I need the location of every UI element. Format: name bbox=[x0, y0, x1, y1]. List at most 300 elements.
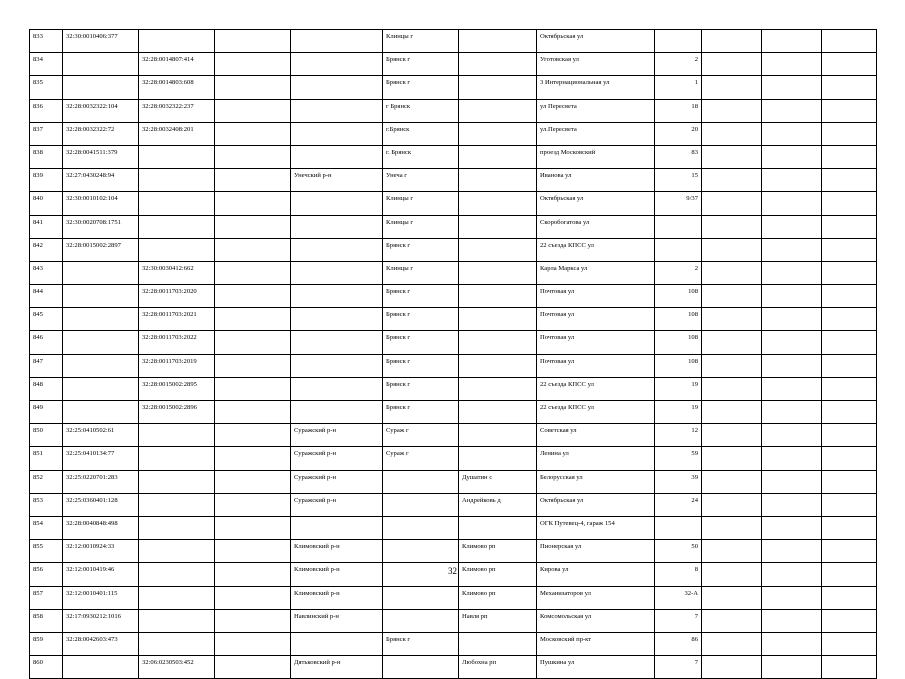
cadastral-number-alt-cell: 32:28:0011703:2022 bbox=[139, 331, 215, 354]
cadastral-number-cell: 32:28:0041511:379 bbox=[63, 145, 139, 168]
cadastral-number-cell: 32:12:0010419:46 bbox=[63, 563, 139, 586]
house-number-cell bbox=[655, 30, 702, 53]
row-number: 847 bbox=[30, 354, 63, 377]
row-number: 853 bbox=[30, 493, 63, 516]
empty-cell bbox=[762, 632, 822, 655]
settlement-cell bbox=[459, 261, 537, 284]
table-row bbox=[30, 609, 877, 632]
city-cell bbox=[383, 540, 459, 563]
empty-cell bbox=[762, 169, 822, 192]
street-cell: Комсомольская ул bbox=[537, 609, 655, 632]
row-number: 851 bbox=[30, 447, 63, 470]
row-number: 846 bbox=[30, 331, 63, 354]
row-number: 856 bbox=[30, 563, 63, 586]
page-number: 32 bbox=[448, 566, 457, 576]
settlement-cell: Климово рп bbox=[459, 540, 537, 563]
row-number: 837 bbox=[30, 122, 63, 145]
district-cell bbox=[291, 331, 383, 354]
empty-cell bbox=[822, 238, 877, 261]
table-row bbox=[30, 377, 877, 400]
cadastral-number-cell bbox=[63, 76, 139, 99]
empty-cell bbox=[215, 169, 291, 192]
empty-cell bbox=[702, 145, 762, 168]
empty-cell bbox=[822, 424, 877, 447]
cadastral-number-alt-cell: 32:06:0230503:452 bbox=[139, 656, 215, 679]
city-cell bbox=[383, 470, 459, 493]
district-cell bbox=[291, 401, 383, 424]
street-cell: Пушкина ул bbox=[537, 656, 655, 679]
cadastral-number-alt-cell bbox=[139, 215, 215, 238]
house-number-cell: 19 bbox=[655, 377, 702, 400]
city-cell: Клинцы г bbox=[383, 30, 459, 53]
table-row bbox=[30, 331, 877, 354]
house-number-cell: 39 bbox=[655, 470, 702, 493]
city-cell: Брянск г bbox=[383, 285, 459, 308]
street-cell: Уготовская ул bbox=[537, 53, 655, 76]
street-cell: Почтовая ул bbox=[537, 285, 655, 308]
empty-cell bbox=[762, 424, 822, 447]
empty-cell bbox=[702, 99, 762, 122]
street-cell: ОГК Путевец-4, гараж 154 bbox=[537, 516, 655, 539]
empty-cell bbox=[762, 76, 822, 99]
house-number-cell: 15 bbox=[655, 169, 702, 192]
district-cell bbox=[291, 238, 383, 261]
empty-cell bbox=[822, 122, 877, 145]
cadastral-number-alt-cell bbox=[139, 609, 215, 632]
city-cell: Брянск г bbox=[383, 238, 459, 261]
empty-cell bbox=[215, 401, 291, 424]
street-cell: Октябрьская ул bbox=[537, 30, 655, 53]
table-row bbox=[30, 238, 877, 261]
row-number: 849 bbox=[30, 401, 63, 424]
settlement-cell bbox=[459, 424, 537, 447]
settlement-cell bbox=[459, 238, 537, 261]
house-number-cell: 9/37 bbox=[655, 192, 702, 215]
empty-cell bbox=[702, 192, 762, 215]
empty-cell bbox=[822, 169, 877, 192]
cadastral-number-cell bbox=[63, 308, 139, 331]
table-row bbox=[30, 169, 877, 192]
empty-cell bbox=[702, 308, 762, 331]
row-number: 833 bbox=[30, 30, 63, 53]
cadastral-number-alt-cell bbox=[139, 169, 215, 192]
empty-cell bbox=[762, 192, 822, 215]
district-cell bbox=[291, 99, 383, 122]
settlement-cell bbox=[459, 447, 537, 470]
row-number: 858 bbox=[30, 609, 63, 632]
house-number-cell: 83 bbox=[655, 145, 702, 168]
street-cell: 22 съезда КПСС ул bbox=[537, 377, 655, 400]
empty-cell bbox=[822, 192, 877, 215]
table-row bbox=[30, 493, 877, 516]
cadastral-number-cell: 32:17:0930212:1016 bbox=[63, 609, 139, 632]
cadastral-number-cell bbox=[63, 285, 139, 308]
settlement-cell: Навля рп bbox=[459, 609, 537, 632]
house-number-cell: 2 bbox=[655, 261, 702, 284]
city-cell: Брянск г bbox=[383, 308, 459, 331]
house-number-cell: 24 bbox=[655, 493, 702, 516]
street-cell: проезд Московский bbox=[537, 145, 655, 168]
table-row bbox=[30, 53, 877, 76]
district-cell bbox=[291, 76, 383, 99]
district-cell: Климовский р-н bbox=[291, 540, 383, 563]
house-number-cell: 86 bbox=[655, 632, 702, 655]
empty-cell bbox=[762, 53, 822, 76]
cadastral-number-cell: 32:25:0410502:61 bbox=[63, 424, 139, 447]
empty-cell bbox=[762, 586, 822, 609]
cadastral-number-cell bbox=[63, 656, 139, 679]
district-cell: Суражский р-н bbox=[291, 493, 383, 516]
settlement-cell bbox=[459, 169, 537, 192]
house-number-cell: 18 bbox=[655, 99, 702, 122]
city-cell: г Брянск bbox=[383, 99, 459, 122]
district-cell bbox=[291, 308, 383, 331]
row-number: 857 bbox=[30, 586, 63, 609]
city-cell: г.Брянск bbox=[383, 122, 459, 145]
empty-cell bbox=[762, 308, 822, 331]
empty-cell bbox=[762, 377, 822, 400]
cadastral-number-cell: 32:12:0010924:33 bbox=[63, 540, 139, 563]
cadastral-number-cell: 32:30:0010102:104 bbox=[63, 192, 139, 215]
empty-cell bbox=[822, 609, 877, 632]
district-cell bbox=[291, 192, 383, 215]
cadastral-number-cell: 32:30:0010406:377 bbox=[63, 30, 139, 53]
cadastral-number-alt-cell bbox=[139, 470, 215, 493]
settlement-cell bbox=[459, 401, 537, 424]
row-number: 860 bbox=[30, 656, 63, 679]
district-cell bbox=[291, 215, 383, 238]
table-row bbox=[30, 76, 877, 99]
empty-cell bbox=[702, 401, 762, 424]
empty-cell bbox=[215, 308, 291, 331]
cadastral-number-cell: 32:28:0032322:104 bbox=[63, 99, 139, 122]
cadastral-number-cell: 32:28:0032322:72 bbox=[63, 122, 139, 145]
row-number: 840 bbox=[30, 192, 63, 215]
row-number: 838 bbox=[30, 145, 63, 168]
empty-cell bbox=[702, 76, 762, 99]
street-cell: ул.Пересвета bbox=[537, 122, 655, 145]
district-cell: Дятьковский р-н bbox=[291, 656, 383, 679]
table-row bbox=[30, 632, 877, 655]
settlement-cell: Любохна рп bbox=[459, 656, 537, 679]
empty-cell bbox=[215, 215, 291, 238]
street-cell: Карла Маркса ул bbox=[537, 261, 655, 284]
cadastral-number-alt-cell: 32:28:0011703:2020 bbox=[139, 285, 215, 308]
empty-cell bbox=[822, 493, 877, 516]
row-number: 855 bbox=[30, 540, 63, 563]
settlement-cell bbox=[459, 285, 537, 308]
empty-cell bbox=[702, 331, 762, 354]
street-cell: 22 съезда КПСС ул bbox=[537, 401, 655, 424]
settlement-cell bbox=[459, 377, 537, 400]
settlement-cell bbox=[459, 30, 537, 53]
cadastral-number-alt-cell: 32:30:0030412:662 bbox=[139, 261, 215, 284]
cadastral-number-cell bbox=[63, 401, 139, 424]
cadastral-number-alt-cell bbox=[139, 632, 215, 655]
empty-cell bbox=[215, 285, 291, 308]
empty-cell bbox=[762, 516, 822, 539]
cadastral-number-alt-cell bbox=[139, 30, 215, 53]
empty-cell bbox=[215, 261, 291, 284]
settlement-cell bbox=[459, 632, 537, 655]
row-number: 842 bbox=[30, 238, 63, 261]
street-cell: Почтовая ул bbox=[537, 308, 655, 331]
district-cell bbox=[291, 30, 383, 53]
empty-cell bbox=[702, 261, 762, 284]
empty-cell bbox=[702, 354, 762, 377]
empty-cell bbox=[215, 354, 291, 377]
row-number: 836 bbox=[30, 99, 63, 122]
empty-cell bbox=[822, 261, 877, 284]
empty-cell bbox=[762, 354, 822, 377]
house-number-cell: 19 bbox=[655, 401, 702, 424]
district-cell: Суражский р-н bbox=[291, 447, 383, 470]
empty-cell bbox=[822, 215, 877, 238]
cadastral-number-alt-cell bbox=[139, 540, 215, 563]
settlement-cell: Климово рп bbox=[459, 586, 537, 609]
table-row bbox=[30, 122, 877, 145]
street-cell: Ленина ул bbox=[537, 447, 655, 470]
empty-cell bbox=[702, 632, 762, 655]
empty-cell bbox=[702, 493, 762, 516]
cadastral-number-alt-cell bbox=[139, 145, 215, 168]
house-number-cell: 108 bbox=[655, 308, 702, 331]
street-cell: Пионерская ул bbox=[537, 540, 655, 563]
house-number-cell: 2 bbox=[655, 53, 702, 76]
empty-cell bbox=[702, 169, 762, 192]
table-row bbox=[30, 656, 877, 679]
street-cell: Октябрьская ул bbox=[537, 192, 655, 215]
empty-cell bbox=[822, 99, 877, 122]
house-number-cell: 12 bbox=[655, 424, 702, 447]
house-number-cell bbox=[655, 238, 702, 261]
cadastral-number-alt-cell bbox=[139, 192, 215, 215]
cadastral-number-cell: 32:25:0220701:283 bbox=[63, 470, 139, 493]
city-cell bbox=[383, 493, 459, 516]
empty-cell bbox=[822, 285, 877, 308]
district-cell bbox=[291, 145, 383, 168]
empty-cell bbox=[702, 540, 762, 563]
city-cell: Брянск г bbox=[383, 76, 459, 99]
city-cell bbox=[383, 656, 459, 679]
district-cell: Навлинский р-н bbox=[291, 609, 383, 632]
empty-cell bbox=[762, 122, 822, 145]
cadastral-number-alt-cell bbox=[139, 586, 215, 609]
cadastral-number-cell: 32:25:0410134:77 bbox=[63, 447, 139, 470]
row-number: 848 bbox=[30, 377, 63, 400]
district-cell: Климовский р-н bbox=[291, 563, 383, 586]
row-number: 852 bbox=[30, 470, 63, 493]
settlement-cell bbox=[459, 354, 537, 377]
empty-cell bbox=[762, 331, 822, 354]
empty-cell bbox=[215, 493, 291, 516]
district-cell: Климовский р-н bbox=[291, 586, 383, 609]
house-number-cell bbox=[655, 215, 702, 238]
empty-cell bbox=[215, 470, 291, 493]
cadastral-number-cell bbox=[63, 53, 139, 76]
empty-cell bbox=[702, 238, 762, 261]
empty-cell bbox=[215, 609, 291, 632]
empty-cell bbox=[702, 377, 762, 400]
empty-cell bbox=[822, 53, 877, 76]
empty-cell bbox=[762, 215, 822, 238]
table-row bbox=[30, 354, 877, 377]
district-cell bbox=[291, 122, 383, 145]
settlement-cell bbox=[459, 53, 537, 76]
settlement-cell bbox=[459, 331, 537, 354]
empty-cell bbox=[702, 424, 762, 447]
empty-cell bbox=[215, 145, 291, 168]
empty-cell bbox=[215, 53, 291, 76]
city-cell: Клинцы г bbox=[383, 215, 459, 238]
settlement-cell bbox=[459, 516, 537, 539]
empty-cell bbox=[702, 609, 762, 632]
empty-cell bbox=[822, 308, 877, 331]
cadastral-number-alt-cell bbox=[139, 447, 215, 470]
table-row bbox=[30, 215, 877, 238]
district-cell bbox=[291, 261, 383, 284]
cadastral-number-alt-cell: 32:28:0015002:2896 bbox=[139, 401, 215, 424]
house-number-cell: 108 bbox=[655, 354, 702, 377]
street-cell: Иванова ул bbox=[537, 169, 655, 192]
empty-cell bbox=[215, 192, 291, 215]
table-row bbox=[30, 424, 877, 447]
empty-cell bbox=[215, 632, 291, 655]
city-cell: Брянск г bbox=[383, 53, 459, 76]
city-cell: Сураж г bbox=[383, 424, 459, 447]
house-number-cell: 1 bbox=[655, 76, 702, 99]
empty-cell bbox=[702, 53, 762, 76]
empty-cell bbox=[762, 30, 822, 53]
row-number: 844 bbox=[30, 285, 63, 308]
table-row bbox=[30, 401, 877, 424]
empty-cell bbox=[762, 99, 822, 122]
cadastral-number-cell: 32:27:0430248:94 bbox=[63, 169, 139, 192]
empty-cell bbox=[762, 609, 822, 632]
cadastral-number-cell: 32:12:0010401:115 bbox=[63, 586, 139, 609]
street-cell: 22 съезда КПСС ул bbox=[537, 238, 655, 261]
empty-cell bbox=[762, 493, 822, 516]
city-cell bbox=[383, 516, 459, 539]
row-number: 845 bbox=[30, 308, 63, 331]
street-cell: Механизаторов ул bbox=[537, 586, 655, 609]
settlement-cell: Климово рп bbox=[459, 563, 537, 586]
cadastral-number-alt-cell: 32:28:0011703:2019 bbox=[139, 354, 215, 377]
house-number-cell: 20 bbox=[655, 122, 702, 145]
settlement-cell bbox=[459, 76, 537, 99]
house-number-cell: 50 bbox=[655, 540, 702, 563]
empty-cell bbox=[822, 516, 877, 539]
district-cell: Унечский р-н bbox=[291, 169, 383, 192]
cadastral-number-cell: 32:28:0015002:2897 bbox=[63, 238, 139, 261]
cadastral-number-alt-cell: 32:28:0014807:414 bbox=[139, 53, 215, 76]
empty-cell bbox=[215, 99, 291, 122]
cadastral-number-alt-cell bbox=[139, 516, 215, 539]
house-number-cell: 108 bbox=[655, 331, 702, 354]
empty-cell bbox=[215, 377, 291, 400]
empty-cell bbox=[702, 30, 762, 53]
empty-cell bbox=[762, 238, 822, 261]
house-number-cell: 7 bbox=[655, 609, 702, 632]
cadastral-number-alt-cell bbox=[139, 424, 215, 447]
cadastral-number-cell: 32:28:0040848:498 bbox=[63, 516, 139, 539]
cadastral-number-alt-cell: 32:28:0014803:608 bbox=[139, 76, 215, 99]
empty-cell bbox=[215, 76, 291, 99]
street-cell: Московский пр-кт bbox=[537, 632, 655, 655]
district-cell bbox=[291, 285, 383, 308]
city-cell: Брянск г bbox=[383, 331, 459, 354]
empty-cell bbox=[702, 215, 762, 238]
settlement-cell bbox=[459, 122, 537, 145]
empty-cell bbox=[822, 656, 877, 679]
street-cell: Октябрьская ул bbox=[537, 493, 655, 516]
empty-cell bbox=[215, 516, 291, 539]
empty-cell bbox=[215, 122, 291, 145]
table-body bbox=[30, 30, 877, 679]
row-number: 854 bbox=[30, 516, 63, 539]
table-row bbox=[30, 586, 877, 609]
empty-cell bbox=[702, 516, 762, 539]
row-number: 839 bbox=[30, 169, 63, 192]
empty-cell bbox=[822, 401, 877, 424]
empty-cell bbox=[822, 76, 877, 99]
empty-cell bbox=[822, 30, 877, 53]
house-number-cell: 59 bbox=[655, 447, 702, 470]
empty-cell bbox=[822, 470, 877, 493]
empty-cell bbox=[215, 656, 291, 679]
district-cell: Суражский р-н bbox=[291, 470, 383, 493]
empty-cell bbox=[822, 331, 877, 354]
city-cell: Сураж г bbox=[383, 447, 459, 470]
district-cell bbox=[291, 354, 383, 377]
row-number: 843 bbox=[30, 261, 63, 284]
street-cell: Скоробогатова ул bbox=[537, 215, 655, 238]
table-row bbox=[30, 308, 877, 331]
empty-cell bbox=[215, 447, 291, 470]
table-row bbox=[30, 516, 877, 539]
empty-cell bbox=[762, 656, 822, 679]
district-cell bbox=[291, 516, 383, 539]
cadastral-number-cell bbox=[63, 377, 139, 400]
empty-cell bbox=[762, 447, 822, 470]
empty-cell bbox=[702, 285, 762, 308]
empty-cell bbox=[822, 632, 877, 655]
empty-cell bbox=[762, 470, 822, 493]
house-number-cell: 32-А bbox=[655, 586, 702, 609]
empty-cell bbox=[762, 285, 822, 308]
street-cell: Почтовая ул bbox=[537, 354, 655, 377]
cadastral-number-cell bbox=[63, 354, 139, 377]
empty-cell bbox=[215, 238, 291, 261]
settlement-cell bbox=[459, 99, 537, 122]
empty-cell bbox=[215, 540, 291, 563]
house-number-cell bbox=[655, 516, 702, 539]
empty-cell bbox=[822, 447, 877, 470]
cadastral-number-alt-cell bbox=[139, 493, 215, 516]
settlement-cell: Андрейковь д bbox=[459, 493, 537, 516]
city-cell: Унеча г bbox=[383, 169, 459, 192]
empty-cell bbox=[702, 122, 762, 145]
empty-cell bbox=[702, 447, 762, 470]
empty-cell bbox=[702, 470, 762, 493]
empty-cell bbox=[215, 586, 291, 609]
empty-cell bbox=[822, 540, 877, 563]
empty-cell bbox=[215, 331, 291, 354]
empty-cell bbox=[822, 145, 877, 168]
house-number-cell: 108 bbox=[655, 285, 702, 308]
street-cell: Советская ул bbox=[537, 424, 655, 447]
row-number: 859 bbox=[30, 632, 63, 655]
